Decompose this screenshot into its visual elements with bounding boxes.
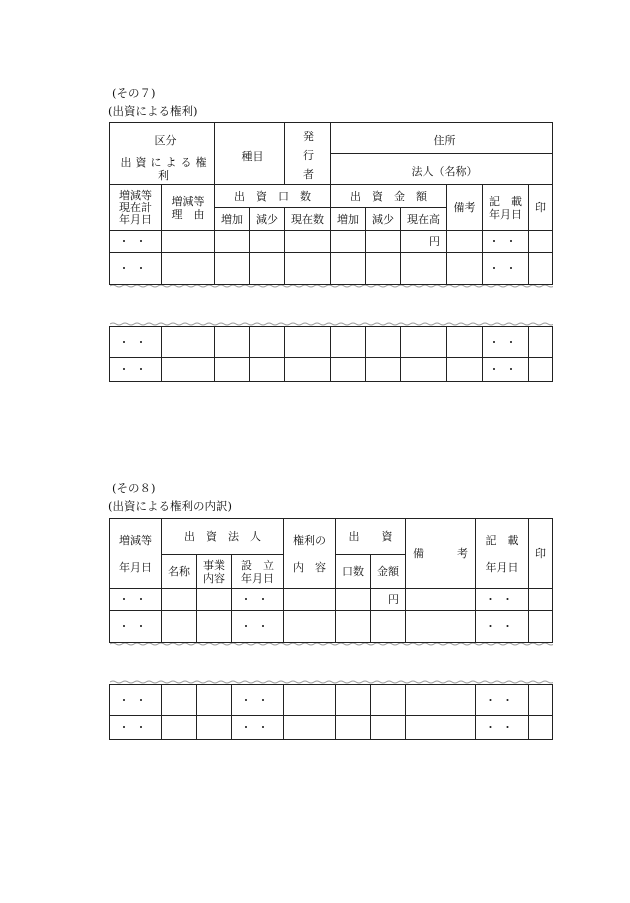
section7-table: [109, 122, 553, 382]
date-mark: ・・: [118, 363, 153, 376]
table-row: [110, 358, 553, 382]
omission-wave: [110, 285, 553, 326]
sub-meisho: 名称: [162, 555, 197, 589]
date-mark: ・・: [118, 262, 153, 275]
group-hojin-header: 出 資 法 人: [162, 519, 284, 555]
kisai-date-mark: ・・: [488, 335, 523, 349]
col-reason-header: 増減等 理 由: [162, 185, 215, 231]
shumoku-label: 種目: [241, 149, 264, 163]
section8-number: (その８): [112, 481, 156, 495]
kubun-value-cell: [110, 154, 215, 185]
setsuritsu-date-mark: ・・: [240, 620, 275, 633]
kubun-value: 出資による権利: [120, 155, 211, 182]
table-row: [110, 327, 553, 358]
kisai-header: 記 載 年月日: [476, 519, 529, 589]
sub-zoka: 増加: [215, 208, 250, 231]
setsuritsu-date-mark: ・・: [240, 693, 275, 707]
biko-header: 備 考: [406, 519, 476, 589]
setsuritsu-date-mark: ・・: [240, 721, 275, 734]
hojin-cell: [331, 154, 553, 185]
col-date-header: 増減等 現在計 年月日: [110, 185, 162, 231]
col-date-header: 増減等 年月日: [110, 519, 162, 589]
in-header: 印: [529, 519, 553, 589]
table-row: [110, 589, 553, 611]
hojin-label: 法人（名称）: [411, 164, 478, 178]
sub-kuchisu: 口数: [336, 555, 371, 589]
kisai-header: 記 載 年月日: [483, 185, 529, 231]
kisai-date-mark: ・・: [488, 262, 523, 275]
table-row: [110, 685, 553, 716]
kisai-date-mark: ・・: [485, 620, 519, 633]
table-row: [110, 231, 553, 253]
kenri-header: 権利の 内 容: [284, 519, 336, 589]
kubun-label-cell: [110, 123, 215, 154]
sub-setsuritsu: 設 立 年月日: [232, 555, 284, 589]
sub-genzaisu: 現在数: [285, 208, 331, 231]
sub-jigyo: 事業 内容: [197, 555, 232, 589]
date-mark: ・・: [118, 620, 153, 633]
kisai-date-mark: ・・: [488, 235, 523, 248]
kubun-label: 区分: [154, 134, 177, 148]
yen-unit: 円: [429, 235, 440, 248]
shumoku-cell: [215, 123, 285, 185]
kisai-date-mark: ・・: [485, 721, 519, 734]
group-shusshi-header: 出 資: [336, 519, 406, 555]
date-mark: ・・: [118, 721, 153, 734]
kisai-date-mark: ・・: [488, 363, 523, 376]
biko-header: 備考: [447, 185, 483, 231]
group-kingaku-header: 出 資 金 額: [331, 185, 447, 208]
date-mark: ・・: [118, 593, 153, 606]
setsuritsu-date-mark: ・・: [240, 593, 275, 606]
date-mark: ・・: [118, 693, 153, 707]
omission-gap: [110, 643, 553, 685]
table-row: [110, 611, 553, 643]
sub-kingaku: 金額: [371, 555, 406, 589]
section8-title: (出資による権利の内訳): [108, 499, 232, 513]
sub-zoka-kingaku: 増加: [331, 208, 366, 231]
group-kuchisu-header: 出 資 口 数: [215, 185, 331, 208]
omission-wave: [110, 643, 553, 684]
section7-title: (出資による権利): [108, 104, 198, 118]
table-row: [110, 716, 553, 740]
jusho-cell: [331, 123, 553, 154]
date-mark: ・・: [118, 335, 153, 349]
omission-gap: [110, 285, 553, 327]
sub-gensho: 減少: [250, 208, 285, 231]
kisai-date-mark: ・・: [485, 593, 519, 606]
section7-number: (その７): [112, 86, 156, 100]
table-row: [110, 253, 553, 285]
hakkosha-cell: 発 行 者: [285, 123, 331, 185]
sub-genzaidaka: 現在高: [401, 208, 447, 231]
section8-table: [109, 518, 553, 740]
kisai-date-mark: ・・: [485, 693, 519, 707]
jusho-label: 住所: [433, 133, 456, 147]
date-mark: ・・: [118, 235, 153, 248]
sub-gensho-kingaku: 減少: [366, 208, 401, 231]
in-header: 印: [529, 185, 553, 231]
yen-unit: 円: [388, 593, 399, 606]
